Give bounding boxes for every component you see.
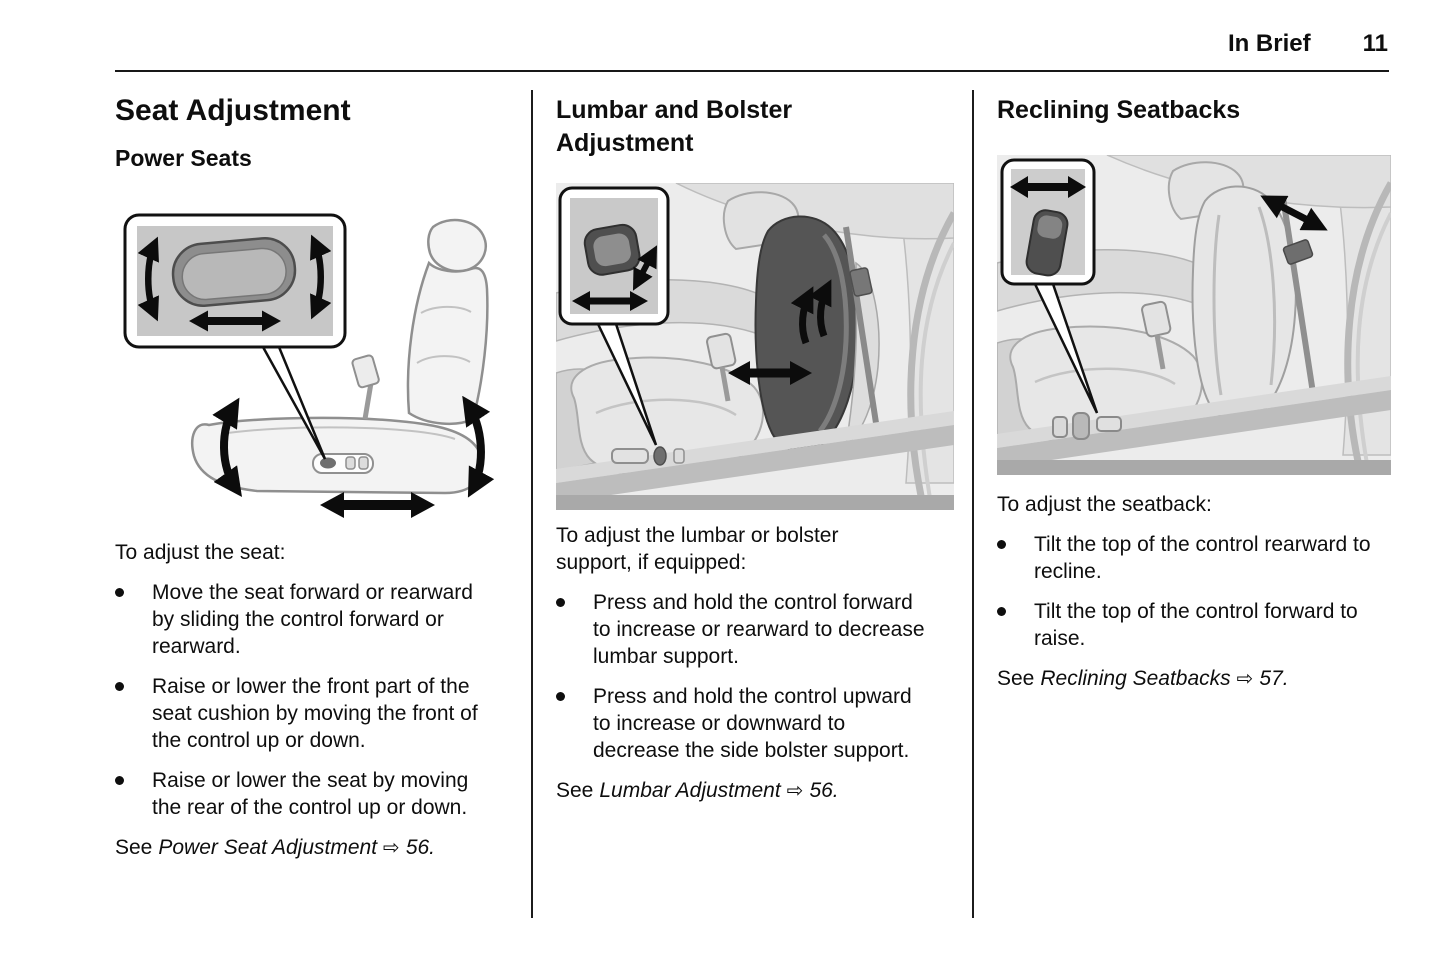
section-heading: Reclining Seatbacks [997, 96, 1241, 124]
cross-reference: See Power Seat Adjustment ⇨ 56. [115, 836, 436, 859]
column-seat-adjustment [115, 94, 505, 862]
reclining-seatback-figure [997, 155, 1391, 475]
reference-title: Lumbar Adjustment [599, 779, 781, 802]
reference-page: 57. [1259, 667, 1289, 690]
list-item: Move the seat forward or rearward by sliding the control forward or rearward. [115, 579, 505, 660]
cross-reference: See Lumbar Adjustment ⇨ 56. [556, 779, 839, 802]
bullet-list [556, 589, 954, 764]
bullet-icon [556, 683, 593, 764]
power-seat-figure [115, 213, 505, 519]
header-page-number: 11 [1362, 30, 1388, 57]
lumbar-control-figure [556, 183, 954, 510]
page-link-arrow-icon: ⇨ [786, 780, 804, 802]
bullet-icon [115, 579, 152, 660]
lumbar-control-knob [583, 223, 642, 277]
header-section-title: In Brief [1227, 30, 1311, 57]
section-heading: Lumbar and Bolster Adjustment [556, 96, 793, 157]
seat-side-control [313, 454, 373, 473]
list-item: Tilt the top of the control forward to raise. [997, 598, 1391, 652]
page-link-arrow-icon: ⇨ [1236, 668, 1254, 690]
list-item: Press and hold the control forward to increase or rearward to decrease lumbar support. [556, 589, 954, 670]
reference-title: Reclining Seatbacks [1040, 667, 1231, 690]
list-item: Tilt the top of the control rearward to recline. [997, 531, 1391, 585]
page-link-arrow-icon: ⇨ [383, 837, 400, 859]
subsection-heading: Power Seats [115, 145, 252, 171]
cross-reference: See Reclining Seatbacks ⇨ 57. [997, 667, 1289, 690]
column-reclining-seatbacks [997, 94, 1391, 693]
list-item: Raise or lower the front part of the seat cushion by moving the front of the control up or down. [115, 673, 505, 754]
header-rule [115, 70, 1389, 72]
intro-text: To adjust the lumbar or bolster support, if equipped: [556, 524, 839, 574]
bullet-icon [997, 531, 1034, 585]
column-lumbar-bolster [556, 94, 954, 805]
seat-control-pad [171, 236, 298, 308]
column-divider-2 [972, 90, 974, 918]
list-item: Press and hold the control upward to increase or downward to decrease the side bolster support. [556, 683, 954, 764]
intro-text: To adjust the seat: [115, 541, 286, 564]
horizontal-arrow-icon [320, 492, 435, 518]
section-heading: Seat Adjustment [115, 94, 351, 127]
bullet-icon [997, 598, 1034, 652]
intro-text: To adjust the seatback: [997, 493, 1212, 516]
column-divider-1 [531, 90, 533, 918]
bullet-list [997, 531, 1391, 652]
reference-title: Power Seat Adjustment [158, 836, 378, 859]
list-item: Raise or lower the seat by moving the rear of the control up or down. [115, 767, 505, 821]
bullet-icon [115, 673, 152, 754]
page-header [1228, 30, 1388, 58]
bullet-icon [115, 767, 152, 821]
bullet-icon [556, 589, 593, 670]
reference-page: 56. [809, 779, 839, 802]
reference-page: 56. [405, 836, 436, 859]
bullet-list [115, 579, 505, 821]
